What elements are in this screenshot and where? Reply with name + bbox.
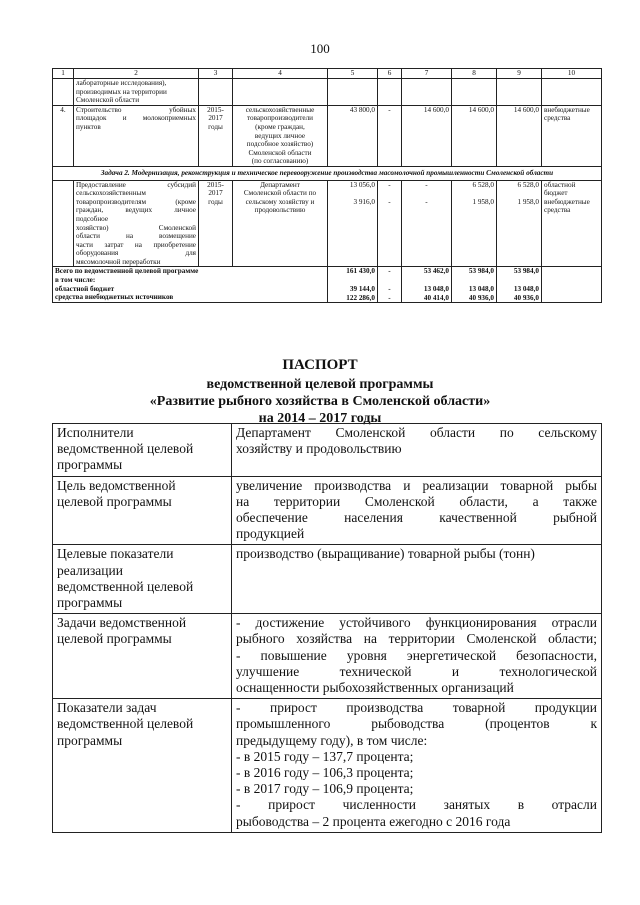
cell-text: граждан, ведущих личное: [76, 206, 196, 215]
cell-text: товаропроизводителям (кроме: [76, 197, 196, 206]
cell-value: 14 600,0: [402, 105, 452, 166]
column-header: 7: [402, 69, 452, 79]
row-value: рыбного хозяйства на территории Смоленской области;: [236, 631, 597, 647]
row-value: рыбоводства – 2 процента ежегодно с 2016 года: [236, 813, 511, 829]
row-value: - прирост производства товарной продукции: [236, 700, 597, 716]
table-row-4: [53, 105, 602, 166]
row-label: Цель ведомственной: [57, 477, 176, 493]
totals-label: областной бюджет: [55, 284, 115, 293]
cell-text: сельскохозяйственные: [245, 105, 315, 114]
passport-row: [53, 424, 602, 477]
cell-text: Департамент: [260, 180, 300, 189]
cell-text: Предоставление субсидий: [76, 180, 196, 189]
passport-row: [53, 545, 602, 614]
task-heading: Задача 2. Модернизация, реконструкция и техническое перевооружение производства масомолочной промышленности Смоленской области: [53, 166, 602, 180]
column-header: 10: [542, 69, 602, 79]
column-header: 6: [378, 69, 402, 79]
cell-value: 53 984,0: [468, 267, 494, 276]
cell-text: Строительство убойных: [76, 105, 196, 114]
budget-table: [52, 68, 602, 303]
row-label: целевой программы: [57, 631, 172, 647]
passport-row: [53, 476, 602, 545]
cell-text: хозяйство) Смоленской: [76, 223, 196, 232]
task-row: [53, 166, 602, 180]
cell-value: 161 430,0: [346, 267, 375, 276]
row-label: программы: [57, 595, 123, 611]
row-value: промышленного рыбоводства (процентов к: [236, 716, 597, 732]
cell-text: бюджет: [544, 189, 568, 198]
cell-value: 53 984,0: [513, 267, 539, 276]
table-row-continued: [53, 79, 602, 106]
cell-text: средства: [544, 206, 571, 215]
cell-text: сельскому хозяйству и: [245, 197, 315, 206]
cell-value: 13 056,0: [349, 180, 375, 189]
column-header: 1: [53, 69, 74, 79]
row-value: - достижение устойчивого функционирования отрасли: [236, 615, 597, 631]
cell-text: 2015-: [207, 180, 224, 189]
cell-value: 1 958,0: [472, 198, 494, 207]
row-value: - повышение уровня энергетической безопасности,: [236, 647, 597, 663]
cell-value: 13 048,0: [513, 285, 539, 294]
cell-value: 13 048,0: [423, 285, 449, 294]
cell-text: площадок и молокоприемных: [76, 114, 196, 123]
passport-subtitle: ведомственной целевой программы: [206, 377, 434, 392]
cell-value: 122 286,0: [346, 293, 375, 302]
cell-text: части затрат на приобретение: [76, 240, 196, 249]
cell-text: лабораторные исследования),: [76, 79, 167, 87]
cell-value: 40 936,0: [468, 293, 494, 302]
row-value: предыдущему году), в том числе:: [236, 732, 428, 748]
cell-text: внебюджетные: [544, 197, 590, 206]
cell-text: подсобное хозяйство): [246, 140, 314, 149]
cell-text: области на возмещение: [76, 232, 196, 241]
column-header: 4: [233, 69, 328, 79]
column-header: 5: [328, 69, 378, 79]
passport-title: ПАСПОРТ: [282, 357, 358, 373]
row-value: оснащенности рыбохозяйственных организаций: [236, 680, 514, 696]
cell-value: -: [425, 198, 428, 207]
cell-value: 43 800,0: [328, 105, 378, 166]
cell-value: 6 528,0: [472, 180, 494, 189]
cell-text: (кроме граждан,: [255, 122, 305, 131]
column-header: 9: [497, 69, 542, 79]
cell-text: 2015-: [207, 105, 224, 114]
cell-value: -: [388, 267, 391, 276]
row-value: на территории Смоленской области, а также: [236, 493, 597, 509]
row-label: ведомственной целевой: [57, 441, 194, 457]
cell-text: (по согласованию): [251, 157, 309, 166]
row-label: ведомственной целевой: [57, 578, 194, 594]
cell-value: -: [425, 180, 428, 189]
cell-text: Смоленской области: [76, 96, 140, 105]
row-number: 4.: [53, 105, 74, 166]
cell-value: 40 936,0: [513, 293, 539, 302]
cell-text: 2017: [208, 114, 223, 123]
cell-text: сельскохозяйственным: [76, 189, 146, 198]
row-label: Задачи ведомственной: [57, 615, 187, 631]
cell-text: продовольствию: [254, 206, 306, 215]
cell-value: 14 600,0: [452, 105, 497, 166]
program-years: на 2014 – 2017 годы: [258, 411, 382, 426]
cell-text: областной: [544, 180, 576, 189]
cell-value: 14 600,0: [497, 105, 542, 166]
table-row-subsidy: [53, 180, 602, 267]
cell-value: -: [388, 198, 391, 207]
row-label: Показатели задач: [57, 700, 157, 716]
cell-text: Смоленской области по: [243, 189, 317, 198]
cell-value: -: [388, 180, 391, 189]
page-number: 100: [310, 41, 330, 56]
cell-text: мясомолочной переработки: [76, 257, 161, 266]
program-name: «Развитие рыбного хозяйства в Смоленской области»: [149, 394, 491, 409]
cell-text: Смоленской области: [248, 148, 312, 157]
totals-label: в том числе:: [55, 276, 96, 285]
cell-value: 1 958,0: [517, 198, 539, 207]
cell-value: -: [378, 105, 402, 166]
cell-value: 53 462,0: [423, 267, 449, 276]
row-label: ведомственной целевой: [57, 716, 194, 732]
cell-text: ведущих личное: [254, 131, 306, 140]
row-label: программы: [57, 457, 123, 473]
cell-text: 2017: [208, 189, 223, 198]
row-value: продукцией: [236, 526, 305, 542]
cell-value: -: [388, 293, 391, 302]
cell-value: 13 048,0: [468, 285, 494, 294]
cell-text: пунктов: [76, 122, 101, 131]
row-value: - в 2017 году – 106,9 процента;: [236, 781, 414, 797]
row-value: обеспечение населения качественной рыбной: [236, 510, 597, 526]
row-label: Целевые показатели: [57, 546, 174, 562]
row-value: - в 2015 году – 137,7 процента;: [236, 748, 414, 764]
row-label: Исполнители: [57, 425, 134, 440]
cell-value: -: [388, 285, 391, 294]
row-value: - в 2016 году – 106,3 процента;: [236, 765, 414, 781]
totals-row: [53, 267, 602, 303]
cell-text: подсобное: [76, 214, 109, 223]
row-value: - прирост численности занятых в отрасли: [236, 797, 597, 813]
passport-table: [52, 423, 602, 833]
passport-row: [53, 699, 602, 833]
cell-text: товаропроизводители: [246, 114, 314, 123]
totals-label: Всего по ведомственной целевой программе: [55, 267, 199, 276]
row-value: увеличение производства и реализации товарной рыбы: [236, 477, 597, 493]
cell-text: годы: [208, 122, 223, 131]
column-header: 2: [74, 69, 199, 79]
row-label: реализации: [57, 562, 123, 578]
row-value: производство (выращивание) товарной рыбы (тонн): [236, 546, 535, 562]
row-value: Департамент Смоленской области по сельскому: [236, 425, 597, 440]
column-header: 8: [452, 69, 497, 79]
totals-label: средства внебюджетных источников: [55, 293, 174, 302]
cell-text: внебюджетные средства: [542, 105, 602, 166]
cell-value: 40 414,0: [423, 293, 449, 302]
cell-value: 39 144,0: [349, 285, 375, 294]
row-label: целевой программы: [57, 493, 172, 509]
cell-text: оборудования для: [76, 249, 196, 258]
row-value: хозяйству и продовольствию: [236, 441, 402, 457]
column-header: 3: [199, 69, 233, 79]
cell-text: годы: [208, 197, 223, 206]
passport-row: [53, 614, 602, 699]
cell-value: 3 916,0: [353, 198, 375, 207]
cell-text: производимых на территории: [76, 87, 167, 96]
cell-value: 6 528,0: [517, 180, 539, 189]
table-header-row: [53, 69, 602, 79]
row-value: улучшение технической и технологической: [236, 663, 597, 679]
row-label: программы: [57, 732, 123, 748]
